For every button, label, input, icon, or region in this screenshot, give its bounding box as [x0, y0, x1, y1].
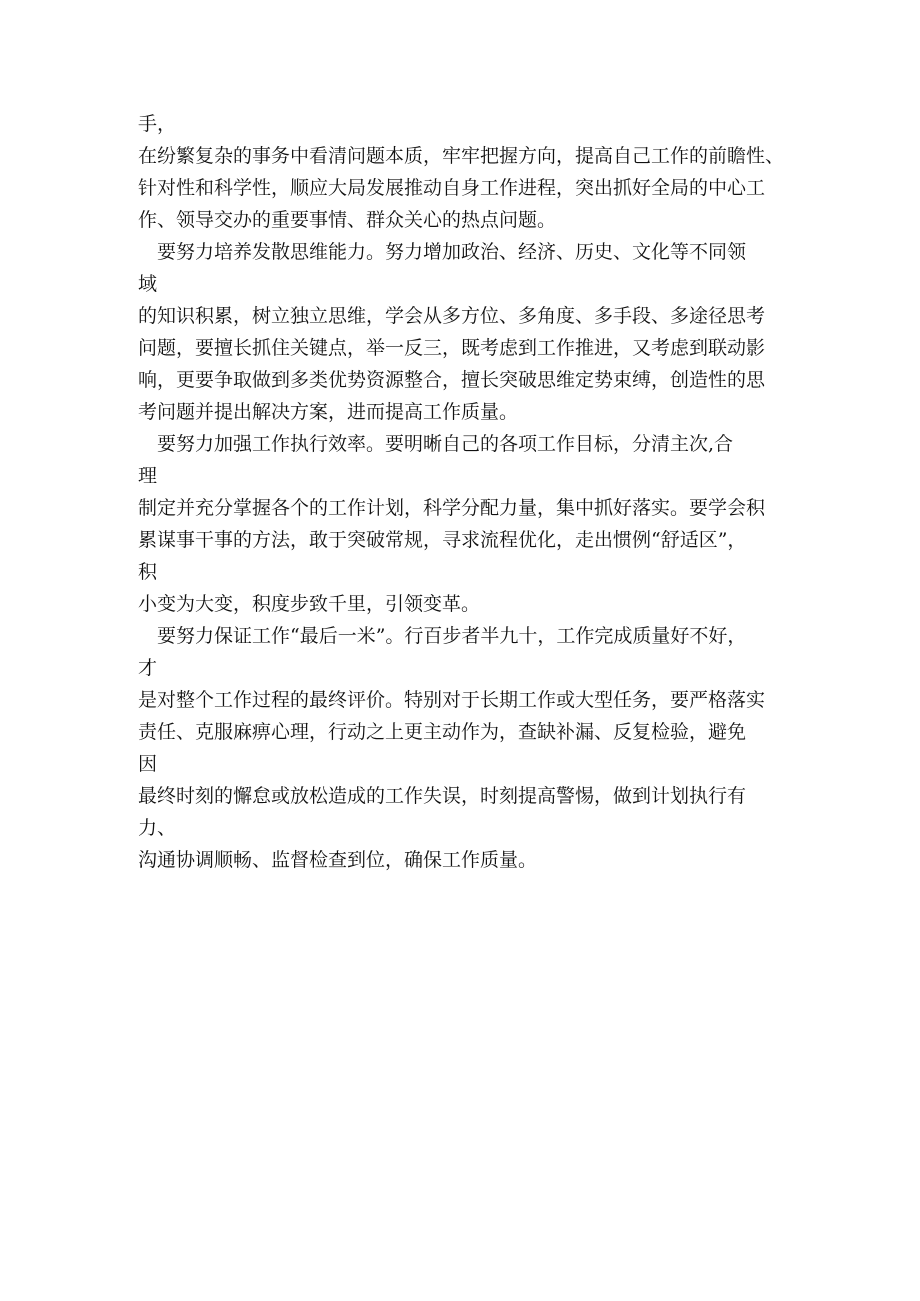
paragraph-start-line: 要努力保证工作“最后一米”。行百步者半九十，工作完成质量好不好， — [157, 625, 747, 647]
text-line: 理 — [138, 465, 158, 487]
text-line: 域 — [138, 273, 158, 295]
text-line: 小变为大变，积度步致千里，引领变革。 — [138, 593, 481, 615]
paragraph-start-line: 要努力加强工作执行效率。要明晰自己的各项工作目标，分清主次,合 — [157, 433, 734, 455]
text-line: 响，更要争取做到多类优势资源整合，擅长突破思维定势束缚，创造性的思 — [138, 369, 766, 391]
document-body — [138, 108, 818, 876]
text-line: 手， — [138, 113, 177, 135]
text-line: 才 — [138, 657, 158, 679]
text-line: 最终时刻的懈怠或放松造成的工作失误，时刻提高警惕，做到计划执行有 — [138, 785, 747, 807]
text-line: 的知识积累，树立独立思维，学会从多方位、多角度、多手段、多途径思考 — [138, 305, 766, 327]
text-line: 力、 — [138, 817, 177, 839]
text-line: 沟通协调顺畅、监督检查到位，确保工作质量。 — [138, 849, 538, 871]
text-line: 制定并充分掌握各个的工作计划，科学分配力量，集中抓好落实。要学会积 — [138, 497, 766, 519]
text-line: 在纷繁复杂的事务中看清问题本质，牢牢把握方向，提高自己工作的前瞻性、 — [138, 145, 785, 167]
text-line: 问题，要擅长抓住关键点，举一反三，既考虑到工作推进，又考虑到联动影 — [138, 337, 766, 359]
text-line: 因 — [138, 753, 158, 775]
text-line: 积 — [138, 561, 158, 583]
text-line: 作、领导交办的重要事情、群众关心的热点问题。 — [138, 209, 557, 231]
text-line: 考问题并提出解决方案，进而提高工作质量。 — [138, 401, 519, 423]
text-line: 责任、克服麻痹心理，行动之上更主动作为，查缺补漏、反复检验，避免 — [138, 721, 747, 743]
text-line: 是对整个工作过程的最终评价。特别对于长期工作或大型任务，要严格落实 — [138, 689, 766, 711]
text-line: 累谋事干事的方法，敢于突破常规，寻求流程优化，走出惯例“舒适区”， — [138, 529, 747, 551]
text-line: 针对性和科学性，顺应大局发展推动自身工作进程，突出抓好全局的中心工 — [138, 177, 766, 199]
paragraph-start-line: 要努力培养发散思维能力。努力增加政治、经济、历史、文化等不同领 — [157, 241, 747, 263]
